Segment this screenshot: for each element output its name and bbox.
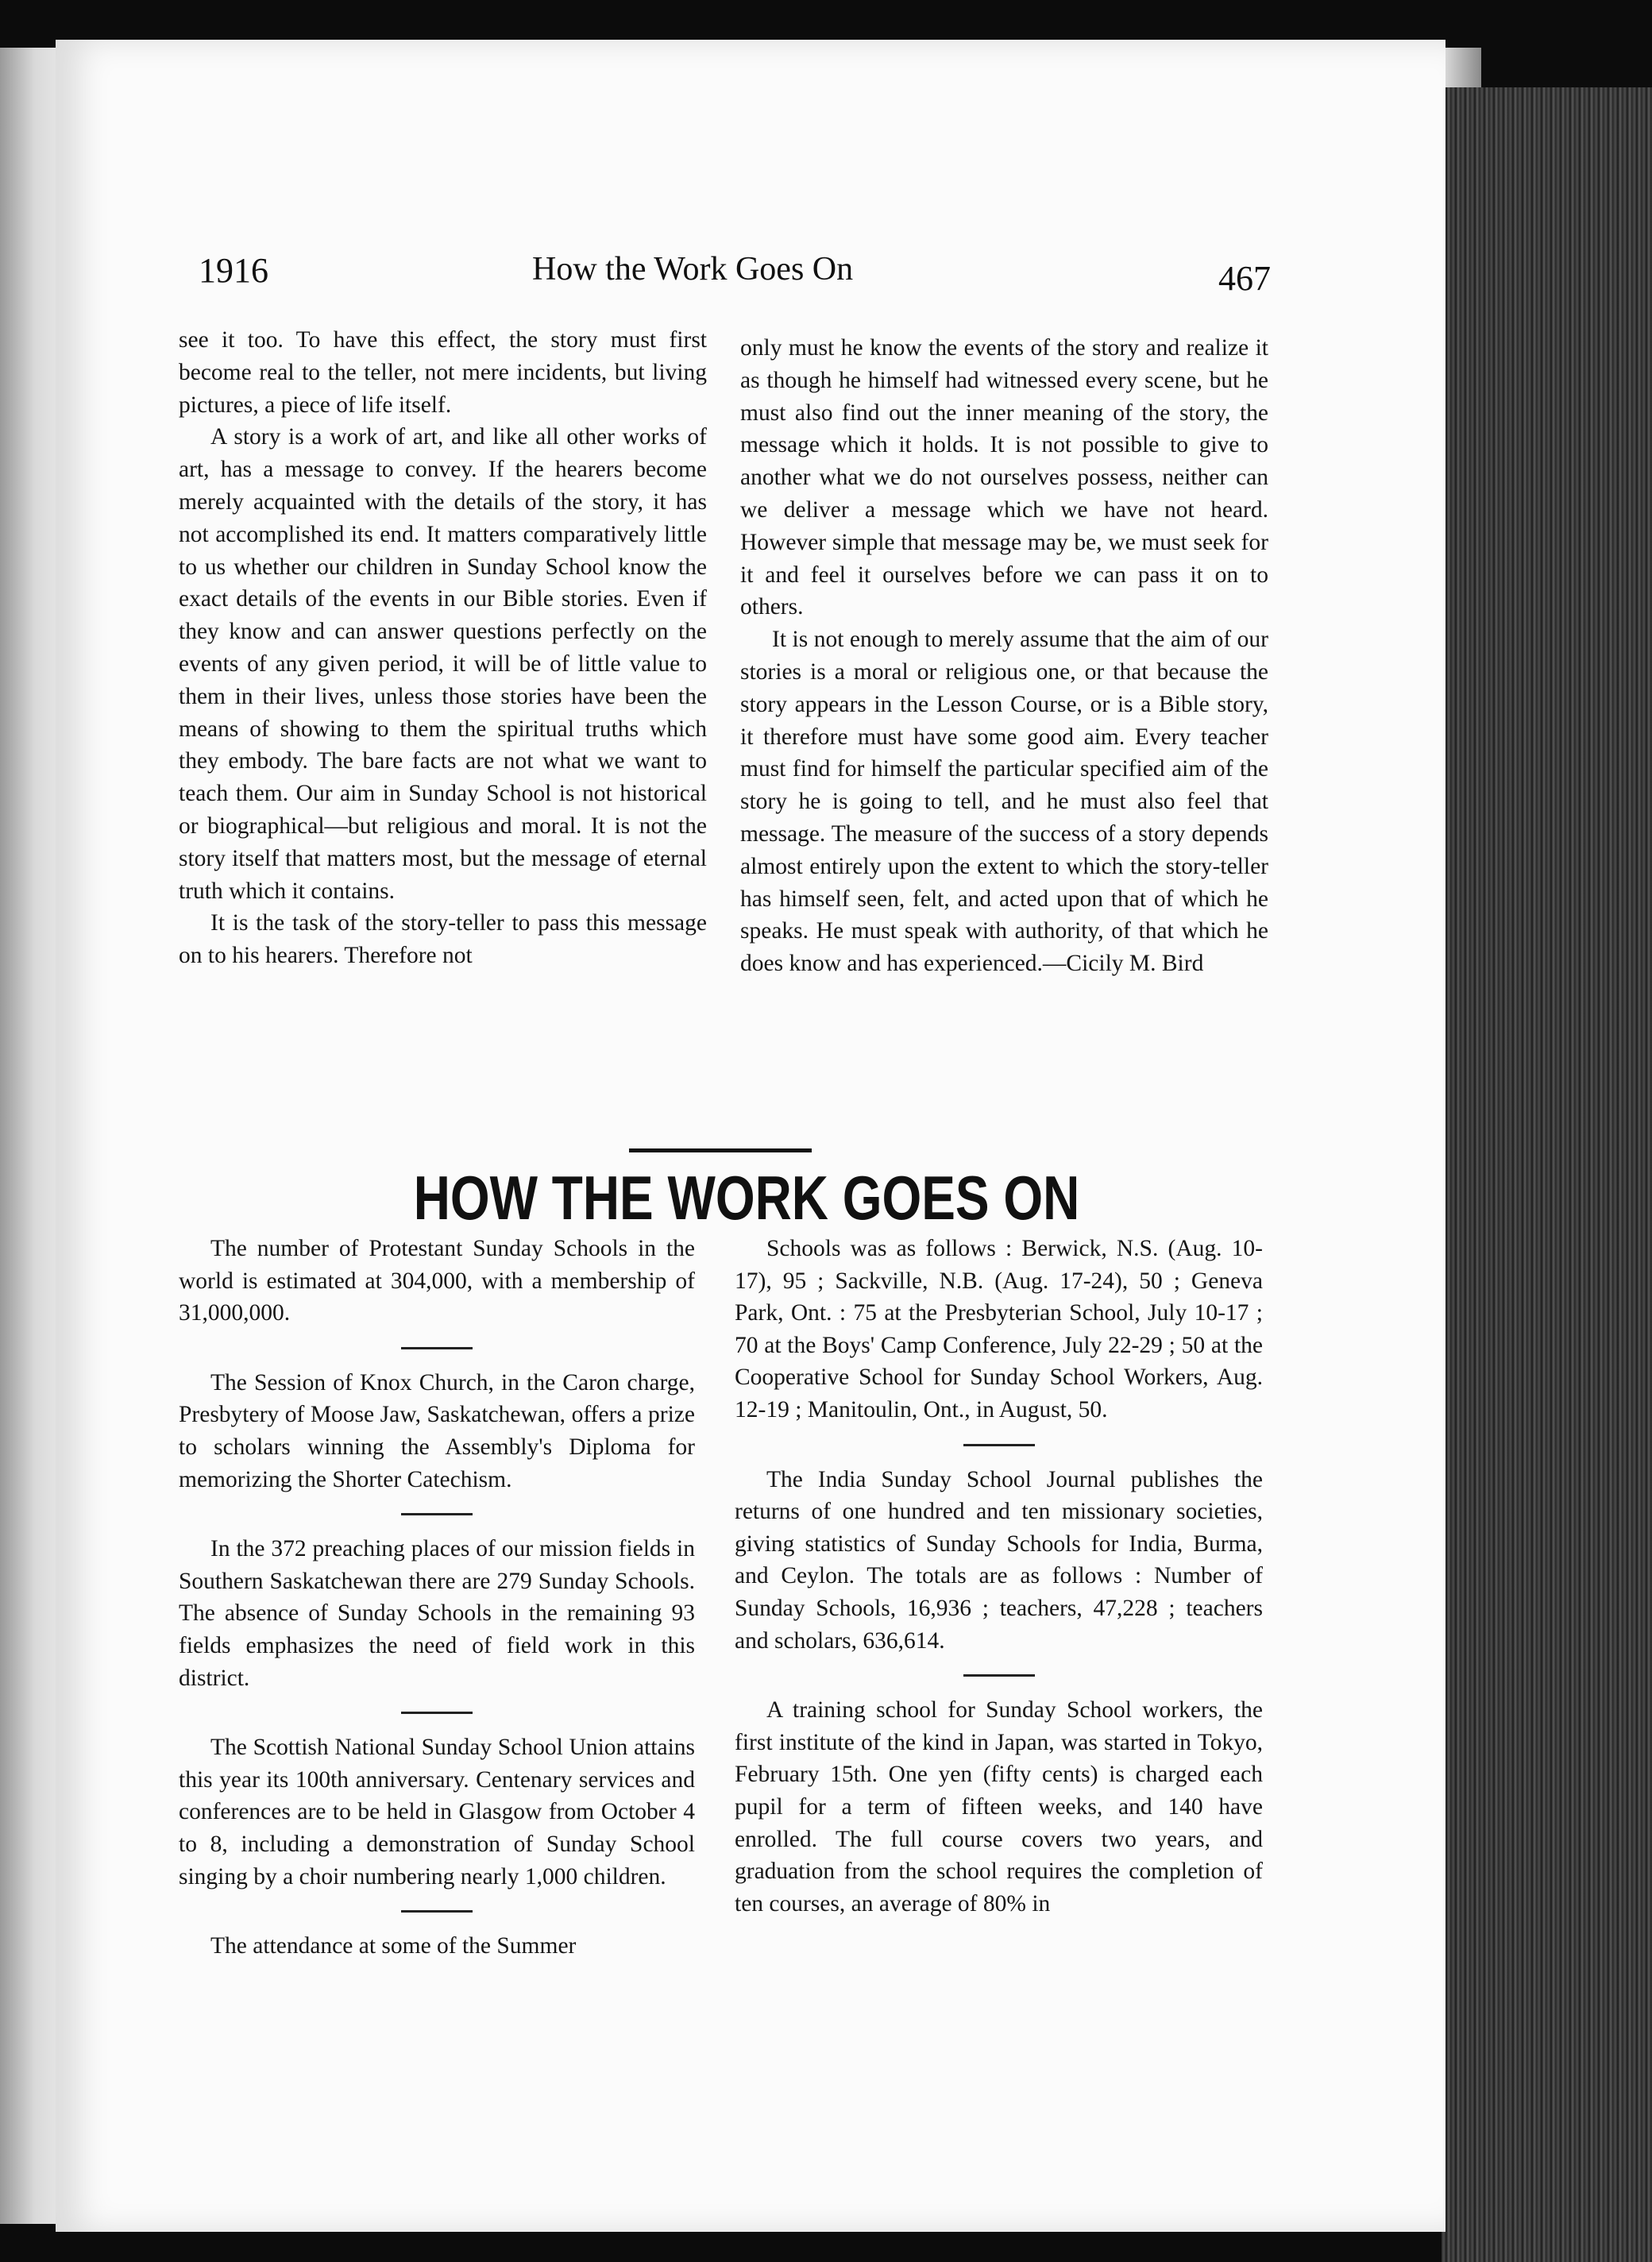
section-heading: HOW THE WORK GOES ON xyxy=(413,1163,1080,1233)
book-page-edges xyxy=(1442,87,1652,2262)
item-separator xyxy=(963,1444,1035,1446)
news-item: A training school for Sunday School workers, the first institute of the kind in Japan, was started in Tokyo, February 15th. One yen (fifty cents) is charged each pupil for a term of fifteen weeks, and 140 have enrolled. The full course covers two years, and graduation from the school requires the completion of ten courses, an average of 80% in xyxy=(735,1697,1263,1917)
paragraph: It is the task of the story-teller to pass this message on to his hearers. Therefore not xyxy=(179,910,707,969)
paragraph: It is not enough to merely assume that the aim of our stories is a moral or religious one, or that because the story appears in the Lesson Course, or is a Bible story, it therefore must have some good aim. Every teacher must find for himself the particular specified aim of the story he is going to tell, and he must also feel that message. The measure of the success of a story depends almost entirely upon the extent to which the story-teller has himself seen, felt, and acted upon that of which he speaks. He must speak with authority, of that which he does know and has experienced.—Cicily M. Bird xyxy=(740,627,1268,977)
news-right-column xyxy=(735,1233,1263,1920)
header-year: 1916 xyxy=(199,251,268,290)
item-separator xyxy=(401,1513,473,1515)
item-separator xyxy=(401,1712,473,1714)
news-item: In the 372 preaching places of our mission fields in Southern Saskatchewan there are 279 Sunday Schools. The absence of Sunday Schools in the remaining 93 fields emphasizes the need of field work in this district. xyxy=(179,1536,695,1691)
item-separator xyxy=(401,1910,473,1913)
news-item: The India Sunday School Journal publishes the returns of one hundred and ten missionary societies, giving statistics of Sunday Schools for India, Burma, and Ceylon. The totals are as follows : Number of Sunday Schools, 16,936 ; teachers, 47,228 ; teachers and scholars, 636,614. xyxy=(735,1466,1263,1654)
paragraph: A story is a work of art, and like all other works of art, has a message to convey. If the hearers become merely acquainted with the details of the story, it has not accomplished its end. It matters comparatively little to us whether our children in Sunday School know the exact details of the events in our Bible stories. Even if they know and can answer questions perfectly on the events of any given period, it will be of little value to them in their lives, unless those stories have been the means of showing to them the spiritual truths which they embody. The bare facts are not what we want to teach them. Our aim in Sunday School is not historical or biographical—but religious and moral. It is not the story itself that matters most, but the message of eternal truth which it contains. xyxy=(179,424,707,904)
item-separator xyxy=(401,1347,473,1349)
article-left-column xyxy=(179,324,707,972)
news-item: The number of Protestant Sunday Schools in the world is estimated at 304,000, with a membership of 31,000,000. xyxy=(179,1236,695,1326)
paragraph: see it too. To have this effect, the story must first become real to the teller, not mere incidents, but living pictures, a piece of life itself. xyxy=(179,327,707,418)
news-left-column xyxy=(179,1233,695,1963)
running-header xyxy=(199,250,1271,306)
paragraph: only must he know the events of the story and realize it as though he himself had witnessed every scene, but he must also find out the inner meaning of the story, the message which it holds. It is not possible to give to another what we do not ourselves possess, neither can we deliver a message which we have not heard. However simple that message may be, we must seek for it and feel it ourselves before we can pass it on to others. xyxy=(740,335,1268,620)
item-separator xyxy=(963,1674,1035,1677)
news-item: The Scottish National Sunday School Union attains this year its 100th anniversary. Centenary services and conferences are to be held in Glasgow from October 4 to 8, including a demonstration of Sunday School singing by a choir numbering nearly 1,000 children. xyxy=(179,1735,695,1890)
article-right-column xyxy=(740,332,1268,980)
section-divider-rule xyxy=(629,1148,812,1152)
news-item: Schools was as follows : Berwick, N.S. (Aug. 10-17), 95 ; Sackville, N.B. (Aug. 17-24), 50 ; Geneva Park, Ont. : 75 at the Presbyterian School, July 10-17 ; 70 at the Boys' Camp Conference, July 22-29 ; 50 at the Cooperative School for Sunday School Workers, Aug. 12-19 ; Manitoulin, Ont., in August, 50. xyxy=(735,1236,1263,1422)
page-number: 467 xyxy=(1218,259,1271,298)
news-item: The Session of Knox Church, in the Caron charge, Presbytery of Moose Jaw, Saskatchewan, offers a prize to scholars winning the Assembly's Diploma for memorizing the Shorter Catechism. xyxy=(179,1369,695,1492)
header-title: How the Work Goes On xyxy=(532,251,854,288)
news-item: The attendance at some of the Summer xyxy=(210,1933,577,1959)
